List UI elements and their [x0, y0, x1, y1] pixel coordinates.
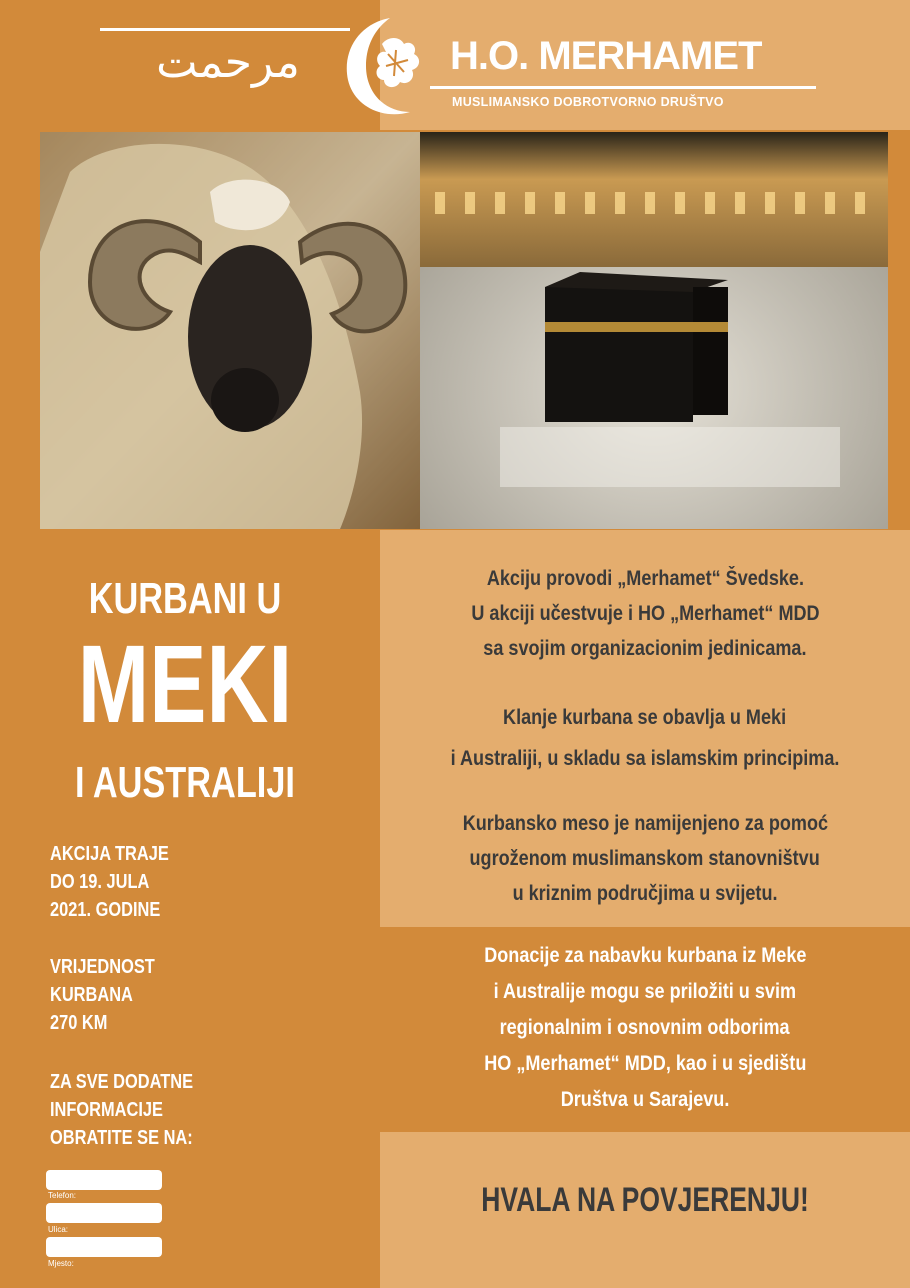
ram-and-kaaba-photo: [40, 132, 888, 529]
street-field: [46, 1203, 162, 1223]
phone-field: [46, 1170, 162, 1190]
contact-info: ZA SVE DODATNE INFORMACIJE OBRATITE SE NA:: [50, 1071, 194, 1149]
street-label: Ulica:: [48, 1225, 69, 1234]
org-name: H.O. MERHAMET: [450, 34, 762, 78]
city-label: Mjesto:: [48, 1259, 74, 1268]
paragraph-donations: Donacije za nabavku kurbana iz Meke i Australije mogu se priložiti u svim regionalnim i osnovnim odborima HO „Merhamet“ MDD, kao i u sjedištu Društva u Sarajevu.: [483, 944, 807, 1111]
crescent-logo-icon: [338, 14, 434, 118]
title-line-3: I AUSTRALIJI: [75, 758, 295, 807]
header-rule-bottom: [430, 86, 816, 89]
paragraph-organizers: Akciju provodi „Merhamet“ Švedske. U akciji učestvuje i HO „Merhamet“ MDD sa svojim organizacionim jedinicama.: [470, 567, 820, 660]
title-line-2: MEKI: [77, 623, 293, 746]
title-line-1: KURBANI U: [88, 574, 282, 623]
price-info: VRIJEDNOST KURBANA 270 KM: [50, 956, 155, 1034]
paragraph-slaughter: Klanje kurbana se obavlja u Meki i Australiji, u skladu sa islamskim principima.: [450, 706, 840, 770]
phone-label: Telefon:: [48, 1191, 77, 1200]
duration-info: AKCIJA TRAJE DO 19. JULA 2021. GODINE: [50, 843, 169, 921]
thanks-message: HVALA NA POVJERENJU!: [481, 1181, 809, 1219]
paragraph-meat-purpose: Kurbansko meso je namijenjeno za pomoć ugroženom muslimanskom stanovništvu u kriznim područjima u svijetu.: [462, 812, 828, 905]
city-field: [46, 1237, 162, 1257]
arabic-logo-text: مرحمت: [156, 37, 300, 88]
org-subtitle: MUSLIMANSKO DOBROTVORNO DRUŠTVO: [452, 95, 724, 109]
